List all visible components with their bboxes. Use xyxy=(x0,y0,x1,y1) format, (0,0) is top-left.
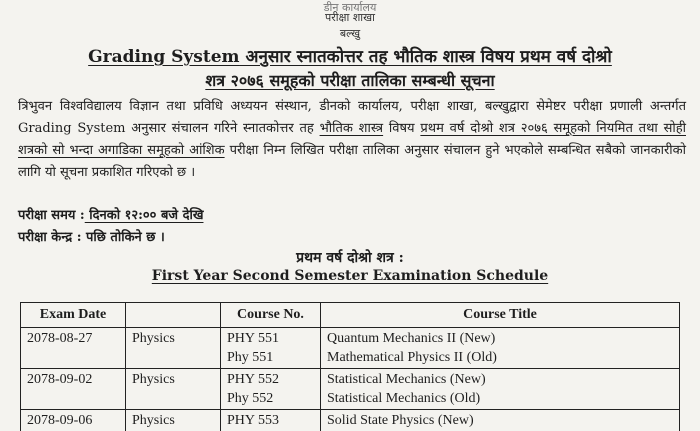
course-title-old: Mathematical Physics II (Old) xyxy=(327,348,673,367)
course-title-new: Quantum Mechanics II (New) xyxy=(327,329,673,348)
table-row xyxy=(21,410,680,431)
course-no-cell xyxy=(221,328,321,369)
course-title-new: Statistical Mechanics (New) xyxy=(327,370,673,389)
header-exam-date: Exam Date xyxy=(21,303,126,328)
header-subject xyxy=(126,303,221,328)
table-row xyxy=(21,328,680,369)
course-title-new: Solid State Physics (New) xyxy=(327,411,673,430)
location: बल्खु xyxy=(0,26,700,41)
exam-date-cell: 2078-09-06 xyxy=(21,410,126,431)
schedule-subtitle-english-text: First Year Second Semester Examination Schedule xyxy=(152,268,548,284)
exam-time xyxy=(18,205,203,223)
title-line1-rest: अनुसार स्नातकोत्तर तह भौतिक शास्त्र विषय प्रथम वर्ष दोश्रो xyxy=(240,47,612,67)
subject-cell: Physics xyxy=(126,328,221,369)
exam-center: परीक्षा केन्द्र : पछि तोकिने छ । xyxy=(18,227,165,245)
office-name-fragment: डीन कार्यालय xyxy=(0,0,700,15)
section-name: परीक्षा शाखा xyxy=(0,10,700,25)
header-course-no: Course No. xyxy=(221,303,321,328)
course-no-old: Phy 552 xyxy=(227,389,314,408)
table-row xyxy=(21,369,680,410)
body-batch-underlined: प्रथम वर्ष दोश्रो शत्र २०७६ समूहको नियमित तथा सोही शत्रको सो भन्दा अगाडिका समूहको आंशिक xyxy=(18,121,686,158)
course-no-new: PHY 553 xyxy=(227,411,314,430)
exam-date-cell: 2078-09-02 xyxy=(21,369,126,410)
notice-title-line-1 xyxy=(0,44,700,67)
body-segment-1: त्रिभुवन विश्वविद्यालय विज्ञान तथा प्रविधि अध्ययन संस्थान, डीनको कार्यालय, परीक्षा शाखा, बल्खुद्वारा सेमेष्टर परीक्षा प्रणाली अन्तर्गत Grading System अनुसार संचालन गरिने स्नातकोत्तर तह xyxy=(18,99,686,136)
body-subject-underlined: भौतिक शास्त्र xyxy=(320,121,384,136)
course-title-cell xyxy=(321,410,680,431)
body-segment-3: विषय xyxy=(383,121,420,136)
header-course-title: Course Title xyxy=(321,303,680,328)
course-title-cell xyxy=(321,369,680,410)
subject-cell: Physics xyxy=(126,369,221,410)
subject-cell: Physics xyxy=(126,410,221,431)
title-line2-text: शत्र २०७६ समूहको परीक्षा तालिका सम्बन्धी सूचना xyxy=(205,71,494,90)
course-no-new: PHY 552 xyxy=(227,370,314,389)
course-no-new: PHY 551 xyxy=(227,329,314,348)
schedule-subtitle-devanagari: प्रथम वर्ष दोश्रो शत्र : xyxy=(0,248,700,267)
course-no-cell xyxy=(221,410,321,431)
schedule-subtitle-english xyxy=(0,268,700,284)
course-no-old: Phy 551 xyxy=(227,348,314,367)
notice-title-line-2 xyxy=(0,69,700,91)
exam-time-label: परीक्षा समय : xyxy=(18,208,85,223)
course-no-cell xyxy=(221,369,321,410)
exam-time-value: दिनको १२:०० बजे देखि xyxy=(85,208,204,223)
title-grading-system: Grading System xyxy=(88,47,239,67)
exam-schedule-table xyxy=(20,302,680,431)
course-title-cell xyxy=(321,328,680,369)
body-segment-5: परीक्षा निम्न लिखित परीक्षा तालिका अनुसार संचालन हुने भएकोले सम्बन्धित सबैको जानकारीको लागि यो सूचना प्रकाशित गरिएको छ । xyxy=(18,143,686,180)
course-title-old: Statistical Mechanics (Old) xyxy=(327,389,673,408)
table-header-row xyxy=(21,303,680,328)
exam-date-cell: 2078-08-27 xyxy=(21,328,126,369)
notice-body xyxy=(18,96,686,184)
